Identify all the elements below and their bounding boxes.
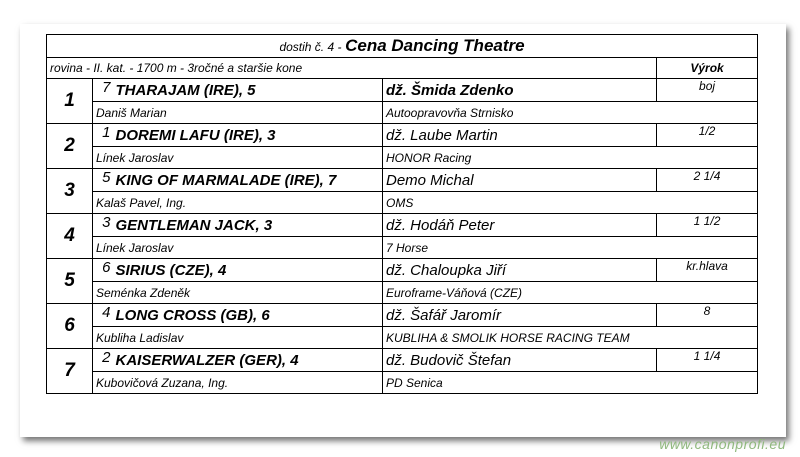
owner-name: PD Senica (383, 372, 758, 394)
owner-name: Autoopravovňa Strnisko (383, 102, 758, 124)
trainer-name: Línek Jaroslav (93, 237, 383, 259)
finish-position: 4 (47, 214, 93, 259)
margin-result: 1 1/4 (657, 349, 758, 372)
jockey-name: dž. Hodáň Peter (383, 214, 657, 237)
margin-result: 8 (657, 304, 758, 327)
jockey-name: Demo Michal (383, 169, 657, 192)
margin-result: 2 1/4 (657, 169, 758, 192)
finish-position: 1 (47, 79, 93, 124)
jockey-name: dž. Šafář Jaromír (383, 304, 657, 327)
start-number: 4 (93, 304, 113, 327)
trainer-name: Kubliha Ladislav (93, 327, 383, 349)
start-number: 7 (93, 79, 113, 102)
start-number: 5 (93, 169, 113, 192)
margin-result: kr.hlava (657, 259, 758, 282)
horse-name: THARAJAM (IRE), 5 (113, 79, 383, 102)
race-name: Cena Dancing Theatre (345, 36, 525, 55)
start-number: 1 (93, 124, 113, 147)
race-number: dostih č. 4 - (279, 40, 342, 54)
jockey-name: dž. Laube Martin (383, 124, 657, 147)
finish-position: 2 (47, 124, 93, 169)
horse-name: DOREMI LAFU (IRE), 3 (113, 124, 383, 147)
margin-result: boj (657, 79, 758, 102)
owner-name: OMS (383, 192, 758, 214)
trainer-name: Daniš Marian (93, 102, 383, 124)
owner-name: KUBLIHA & SMOLIK HORSE RACING TEAM (383, 327, 758, 349)
horse-name: KAISERWALZER (GER), 4 (113, 349, 383, 372)
start-number: 3 (93, 214, 113, 237)
vyrok-header: Výrok (657, 58, 758, 79)
start-number: 6 (93, 259, 113, 282)
margin-result: 1/2 (657, 124, 758, 147)
trainer-name: Kalaš Pavel, Ing. (93, 192, 383, 214)
owner-name: 7 Horse (383, 237, 758, 259)
horse-name: GENTLEMAN JACK, 3 (113, 214, 383, 237)
finish-position: 3 (47, 169, 93, 214)
owner-name: HONOR Racing (383, 147, 758, 169)
trainer-name: Kubovičová Zuzana, Ing. (93, 372, 383, 394)
finish-position: 6 (47, 304, 93, 349)
jockey-name: dž. Budovič Štefan (383, 349, 657, 372)
race-title (47, 35, 758, 58)
finish-position: 5 (47, 259, 93, 304)
watermark: www.canonprofi.eu (659, 436, 786, 452)
trainer-name: Seménka Zdeněk (93, 282, 383, 304)
horse-name: LONG CROSS (GB), 6 (113, 304, 383, 327)
race-results-table (46, 34, 758, 394)
margin-result: 1 1/2 (657, 214, 758, 237)
finish-position: 7 (47, 349, 93, 394)
horse-name: KING OF MARMALADE (IRE), 7 (113, 169, 383, 192)
race-conditions: rovina - II. kat. - 1700 m - 3ročné a staršie kone (47, 58, 657, 79)
start-number: 2 (93, 349, 113, 372)
trainer-name: Línek Jaroslav (93, 147, 383, 169)
jockey-name: dž. Chaloupka Jiří (383, 259, 657, 282)
jockey-name: dž. Šmida Zdenko (383, 79, 657, 102)
horse-name: SIRIUS (CZE), 4 (113, 259, 383, 282)
owner-name: Euroframe-Váňová (CZE) (383, 282, 758, 304)
